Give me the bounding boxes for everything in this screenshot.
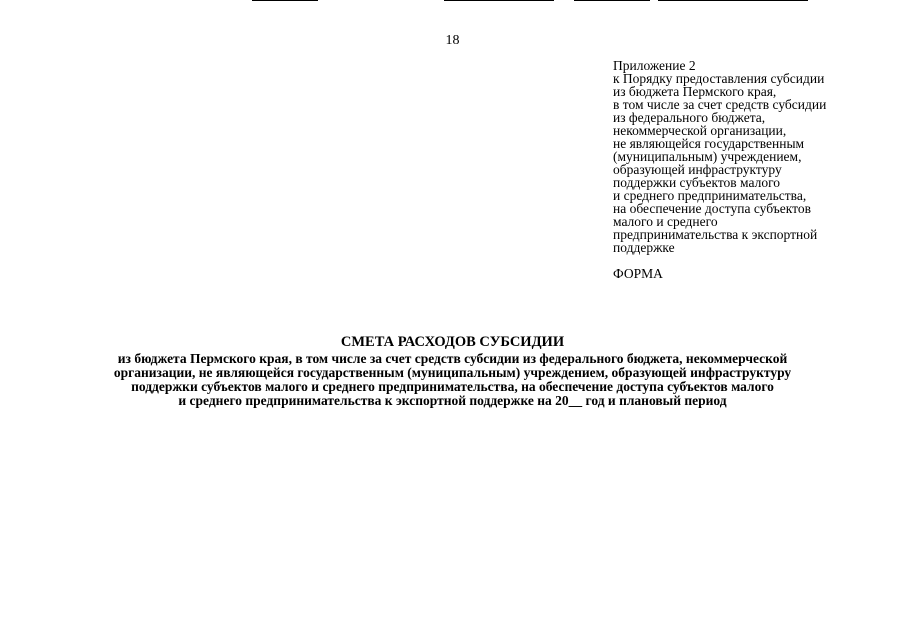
- appendix-line: (муниципальным) учреждением,: [613, 149, 802, 164]
- subtitle-line: организации, не являющейся государственным (муниципальным) учреждением, образующей инфраструктуру: [113, 365, 792, 380]
- document-title: СМЕТА РАСХОДОВ СУБСИДИИ: [340, 334, 565, 350]
- appendix-line: поддержки субъектов малого: [613, 175, 781, 190]
- appendix-line: из федерального бюджета,: [613, 110, 766, 125]
- subtitle-line: из бюджета Пермского края, в том числе за счет средств субсидии из федерального бюджета, некоммерческой: [117, 351, 788, 366]
- form-label: ФОРМА: [613, 266, 663, 281]
- subtitle-line: и среднего предпринимательства к экспортной поддержке на 20__ год и плановый период: [178, 393, 727, 408]
- appendix-line: в том числе за счет средств субсидии: [613, 97, 827, 112]
- document-subtitle: [0, 352, 905, 408]
- top-edge-rule: [252, 0, 318, 1]
- subtitle-line: поддержки субъектов малого и среднего предпринимательства, на обеспечение доступа субъектов малого: [131, 379, 774, 394]
- appendix-line: некоммерческой организации,: [613, 123, 787, 138]
- appendix-line: предпринимательства к экспортной: [613, 227, 818, 242]
- top-edge-rule: [574, 0, 650, 1]
- page-number: 18: [445, 33, 460, 48]
- top-edge-rule: [658, 0, 808, 1]
- appendix-line: на обеспечение доступа субъектов: [613, 201, 811, 216]
- appendix-line: и среднего предпринимательства,: [613, 188, 807, 203]
- appendix-line: образующей инфраструктуру: [613, 162, 782, 177]
- appendix-line: из бюджета Пермского края,: [613, 84, 777, 99]
- top-edge-rule: [444, 0, 554, 1]
- appendix-line: не являющейся государственным: [613, 136, 805, 151]
- appendix-line: Приложение 2: [613, 58, 696, 73]
- appendix-line: малого и среднего: [613, 214, 718, 229]
- appendix-note: [613, 59, 883, 254]
- appendix-line: к Порядку предоставления субсидии: [613, 71, 825, 86]
- appendix-line: поддержке: [613, 240, 675, 255]
